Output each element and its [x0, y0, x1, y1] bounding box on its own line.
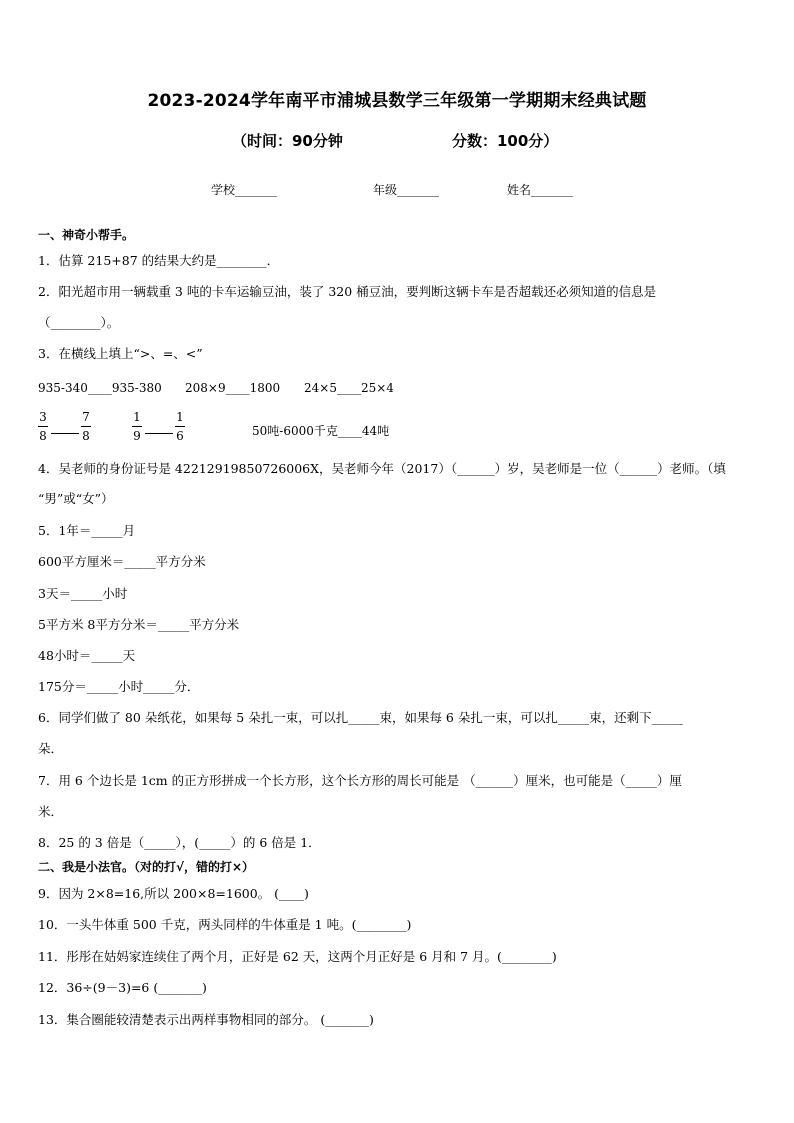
compare-weight: 50吨-6000千克____44吨 [252, 424, 390, 438]
fraction-7-8 [81, 410, 91, 443]
fraction-numerator: 7 [82, 410, 90, 424]
compare-1: 935-340____935-380 [38, 381, 162, 395]
question-5-c: 3天＝_____小时 [38, 586, 128, 601]
compare-2: 208×9____1800 [185, 381, 281, 395]
question-5-b: 600平方厘米＝_____平方分米 [38, 554, 206, 569]
question-9: 9．因为 2×8=16,所以 200×8=1600。 (____) [38, 886, 309, 901]
question-4-line-1: 4．吴老师的身份证号是 42212919850726006X，吴老师今年（2017）（______）岁，吴老师是一位（______）老师。（填 [38, 461, 726, 476]
fraction-3-8 [38, 410, 48, 443]
question-1: 1．估算 215+87 的结果大约是________． [38, 253, 280, 268]
question-2-line-2: （________）。 [38, 315, 120, 330]
fraction-denominator: 6 [176, 429, 184, 443]
fraction-denominator: 8 [39, 429, 47, 443]
fraction-denominator: 8 [82, 429, 90, 443]
question-7-line-2: 米． [38, 804, 64, 819]
question-8: 8．25 的 3 倍是（_____），(_____）的 6 倍是 1． [38, 835, 321, 850]
question-7-line-1: 7．用 6 个边长是 1cm 的正方形拼成一个长方形，这个长方形的周长可能是 （______）厘米，也可能是（_____）厘 [38, 773, 682, 788]
fraction-1-6 [175, 410, 185, 443]
exam-time: （时间：90分钟 [232, 132, 343, 150]
question-12: 12．36÷(9－3)=6 (_______) [38, 980, 207, 995]
section-1-heading: 一、神奇小帮手。 [38, 228, 135, 242]
question-13: 13．集合圈能较清楚表示出两样事物相同的部分。 (_______) [38, 1012, 374, 1027]
question-2-line-1: 2．阳光超市用一辆载重 3 吨的卡车运输豆油，装了 320 桶豆油，要判断这辆卡车是否超载还必须知道的信息是 [38, 284, 657, 299]
grade-field: 年级_______ [373, 183, 440, 197]
school-field: 学校_______ [211, 183, 278, 197]
name-field: 姓名_______ [507, 183, 574, 197]
answer-blank [145, 433, 173, 434]
fraction-denominator: 9 [133, 429, 141, 443]
compare-3: 24×5____25×4 [304, 381, 394, 395]
question-4-line-2: “男”或“女”） [38, 491, 114, 506]
page-title: 2023-2024学年南平市浦城县数学三年级第一学期期末经典试题 [147, 91, 647, 111]
fraction-numerator: 1 [176, 410, 184, 424]
question-5-d: 5平方米 8平方分米＝_____平方分米 [38, 617, 240, 632]
question-3: 3．在横线上填上“>、=、<” [38, 346, 203, 361]
question-5-e: 48小时＝_____天 [38, 648, 136, 663]
question-5: 5．1年＝_____月 [38, 523, 136, 538]
section-2-heading: 二、我是小法官。（对的打√，错的打×） [38, 860, 255, 874]
exam-score: 分数：100分） [452, 132, 559, 150]
question-6-line-1: 6．同学们做了 80 朵纸花，如果每 5 朵扎一束，可以扎_____束，如果每 6 朵扎一束，可以扎_____束，还剩下_____ [38, 710, 683, 725]
answer-blank [51, 433, 79, 434]
question-5-f: 175分＝_____小时_____分． [38, 679, 200, 694]
fraction-numerator: 3 [39, 410, 47, 424]
question-11: 11．彤彤在姑妈家连续住了两个月，正好是 62 天，这两个月正好是 6 月和 7 月。(________) [38, 949, 557, 964]
fraction-1-9 [132, 410, 142, 443]
question-10: 10．一头牛体重 500 千克，两头同样的牛体重是 1 吨。(________) [38, 917, 412, 932]
question-6-line-2: 朵． [38, 741, 64, 756]
fraction-numerator: 1 [133, 410, 141, 424]
